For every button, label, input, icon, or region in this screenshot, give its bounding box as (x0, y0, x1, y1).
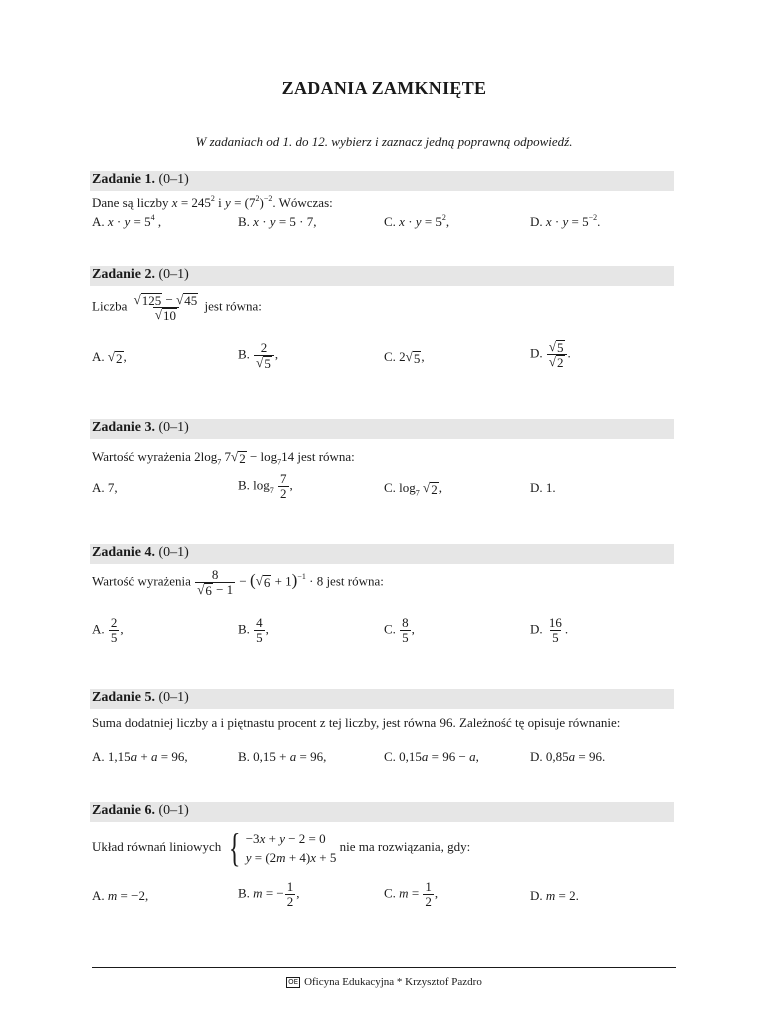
task-3-heading (90, 419, 674, 439)
task-6-option-a[interactable]: A. m = −2, (92, 888, 149, 903)
task-4-option-d[interactable]: D. $\frac{16}{5}$ . (530, 615, 569, 645)
task-4-option-c[interactable]: C. $\frac{8}{5}$ , (384, 615, 415, 645)
task-5-title: Zadanie 5. (92, 690, 156, 705)
task-4-heading (90, 544, 674, 564)
page-title: ZADANIA ZAMKNIĘTE (281, 78, 487, 98)
task-5-option-a[interactable]: A. 1,15a + a = 96, (92, 749, 188, 764)
task-6-option-d[interactable]: D. m = 2. (530, 888, 579, 903)
task-2-text: Liczba √ 125 − √ 45 √ 10 jest równa: (92, 292, 262, 323)
task-2-title: Zadanie 2. (92, 267, 156, 282)
task-2-option-d[interactable]: D. √ 5 √ 2 . (530, 339, 571, 370)
task-3-option-a[interactable]: A. 7, (92, 480, 118, 495)
task-2-option-a[interactable]: A. √ 2 , (92, 349, 127, 366)
task-2-fraction: √ 125 − √ 45 √ 10 (133, 292, 198, 323)
task-3-text: Wartość wyrażenia $2\log_7$ 7 √ 2 − $\log_714$ jest równa: (92, 449, 355, 467)
task-3-option-b[interactable]: B. $\log_7$ $\frac{7}{2}$ , (238, 471, 293, 501)
task-5-option-d[interactable]: D. 0,85a = 96. (530, 749, 606, 764)
task-6-points: (0–1) (158, 803, 189, 818)
task-5-option-c[interactable]: C. 0,15a = 96 − a, (384, 749, 479, 764)
task-6-option-b[interactable]: B. m = − $\frac{1}{2}$ , (238, 879, 300, 909)
publisher-logo-icon: OE (288, 977, 299, 986)
task-4-option-a[interactable]: A. $\frac{2}{5}$ , (92, 615, 124, 645)
task-2-heading (90, 266, 674, 286)
footer-text: Oficyna Edukacyjna * Krzysztof Pazdro (304, 976, 482, 988)
footer-divider (92, 967, 676, 968)
task-3-title: Zadanie 3. (92, 420, 156, 435)
task-6-equation-system: { −3x + y − 2 = 0 y = (2m + 4)x + 5 (228, 825, 337, 870)
task-2-option-b[interactable]: B. 2 √ 5 , (238, 340, 279, 371)
task-1-title: Zadanie 1. (92, 172, 156, 187)
task-1-points: (0–1) (158, 172, 189, 187)
task-3-option-d[interactable]: D. 1. (530, 480, 556, 495)
task-4-text: Wartość wyrażenia 8 √ 6 − 1 − ( √ 6 + 1)$^{-1}$ · 8 jest równa: (92, 567, 384, 598)
task-6-text: Układ równań liniowych { −3x + y − 2 = 0 y = (2m + 4)x + 5 nie ma rozwiązania, gdy: (92, 825, 471, 870)
task-1-option-d[interactable]: D. $x \cdot y = 5^{-2}$. (530, 212, 601, 229)
task-1-heading (90, 171, 674, 191)
task-2-points: (0–1) (158, 267, 189, 282)
task-6-heading (90, 802, 674, 822)
instruction: W zadaniach od 1. do 12. wybierz i zaznacz jedną poprawną odpowiedź. (195, 134, 573, 149)
task-1-option-c[interactable]: C. $x \cdot y = 5^2$, (384, 212, 450, 229)
task-5-points: (0–1) (158, 690, 189, 705)
task-1-option-a[interactable]: A. $x \cdot y = 5^4$ , (92, 212, 162, 229)
task-4-option-b[interactable]: B. $\frac{4}{5}$ , (238, 615, 269, 645)
task-6-title: Zadanie 6. (92, 803, 156, 818)
task-3-points: (0–1) (158, 420, 189, 435)
task-1-text: Dane są liczby $x = 245^2$ i $y = (7^2)^{-2}$. Wówczas: (92, 193, 333, 210)
task-1-option-b[interactable]: B. x · y = 5 · 7, (238, 214, 317, 229)
task-4-title: Zadanie 4. (92, 545, 156, 560)
task-3-option-c[interactable]: C. $\log_7$ √ 2 , (384, 480, 442, 498)
task-5-text: Suma dodatniej liczby a i piętnastu procent z tej liczby, jest równa 96. Zależność tę opisuje równanie: (92, 715, 621, 730)
footer (0, 976, 768, 988)
task-6-option-c[interactable]: C. m = $\frac{1}{2}$ , (384, 879, 439, 909)
task-5-heading (90, 689, 674, 709)
task-4-points: (0–1) (158, 545, 189, 560)
task-5-option-b[interactable]: B. 0,15 + a = 96, (238, 749, 327, 764)
task-2-option-c[interactable]: C. 2 √ 5 , (384, 349, 425, 366)
